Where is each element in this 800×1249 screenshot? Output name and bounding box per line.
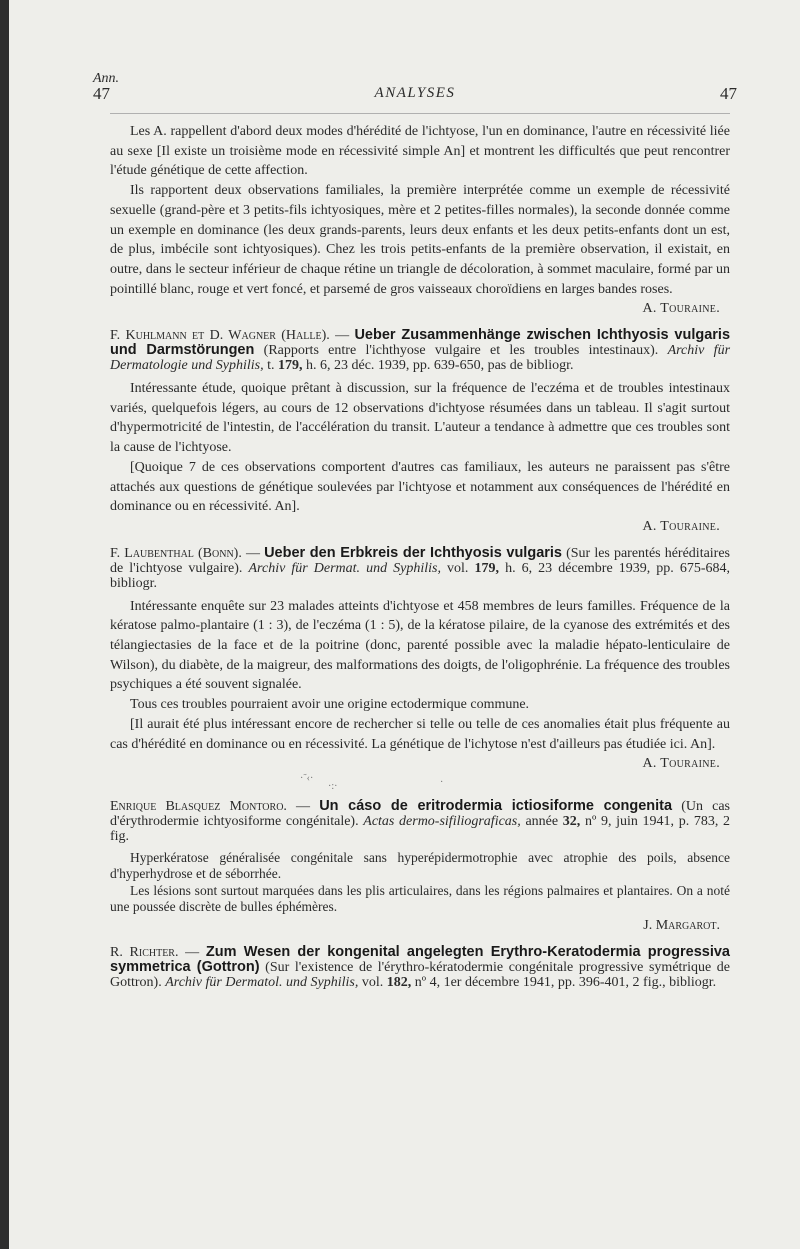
binding-edge: [0, 0, 9, 1249]
header-rule: [110, 113, 730, 114]
entry4-paragraph-2: Les lésions sont surtout marquées dans les plis articulaires, dans les régions palmaires et plantaires. On a noté une poussée discrète de bulles éphémères.: [110, 882, 730, 915]
entry5-rest: nº 4, 1er décembre 1941, pp. 396-401, 2 fig., bibliogr.: [414, 974, 717, 990]
entry3-volume: 179,: [474, 560, 499, 576]
running-head: ANALYSES: [374, 85, 456, 101]
entry4-volume: 32,: [562, 813, 581, 829]
annotation-label: Ann.: [93, 71, 120, 86]
entry2-rest: h. 6, 23 déc. 1939, pp. 639-650, pas de bibliogr.: [306, 358, 574, 374]
entry3-authors: F. Laubenthal (Bonn). —: [110, 545, 260, 561]
entry2-journal: Archiv für Dermatologie und Syphilis,: [110, 343, 731, 374]
review1-paragraph-2: Ils rapportent deux observations familiales, la première interprétée comme un exemple de récessivité sexuelle (grand-père et 3 petits-fils ichtyosiques, mère et 2 petites-filles normales), la seconde donnée comme un exemple en dominance (les deux grands-parents, leurs deux enfants et les deux petits-enfants dont un est, de plus, imbécile sont ichtyosiques). Chez les trois petits-enfants de la première observation, il existait, en outre, dans le secteur inférieur de chaque rétine un triangle de décoloration, à sommet maculaire, formé par un pointillé blanc, rouge et vert foncé, et parsemé de gros vaisseaux choroïdiens en larges bandes roses.: [110, 183, 730, 297]
entry5-translation: (Sur l'existence de l'érythro-kératodermie congénitale progressive symétrique de Gottron).: [110, 959, 731, 990]
entry4-signature: J. Margarot.: [643, 917, 720, 933]
entry3-paragraph-2: Tous ces troubles pourraient avoir une origine ectodermique commune.: [130, 697, 530, 713]
entry3-translation: (Sur les parentés héréditaires de l'ichtyose vulgaire).: [110, 545, 731, 576]
entry4-paragraph-1: Hyperkératose généralisée congénitale sans hyperépidermotrophie avec atrophie des poils, absence d'hyperhydrose et de séborrhée.: [110, 849, 730, 882]
entry2-tome: t.: [267, 358, 275, 374]
entry5-tome: vol.: [361, 974, 384, 990]
entry5-title: Zum Wesen der kongenital angelegten Erythro-Keratodermia progressiva symmetrica (Gottron): [110, 943, 731, 975]
entry2-paragraph-1: Intéressante étude, quoique prêtant à discussion, sur la fréquence de l'eczéma et de troubles intestinaux variés, quelquefois légers, au cours de 12 observations d'ichtyose résumées dans un tableau. Il s'agit surtout d'hypermotricité de l'intestin, de l'accélération du transit. L'auteur a tendance à admettre que ces troubles sont la cause de l'ichtyose.: [110, 381, 730, 456]
entry2-paragraph-2: [Quoique 7 de ces observations comportent d'autres cas familiaux, les auteurs ne paraissent pas s'être attachés aux questions de génétique soulevées par l'ichtyose et notamment aux conséquences de l'hérédité en dominance ou en récessivité. An].: [110, 459, 730, 515]
entry2-volume: 179,: [278, 358, 303, 374]
review1-paragraph-1: Les A. rappellent d'abord deux modes d'hérédité de l'ichtyose, l'un en dominance, l'autre en récessivité liée au sexe [Il existe un troisième mode en récessivité simple An] et montrent les difficultés que peut rencontrer l'étude génétique de cette affection.: [110, 124, 730, 179]
page-number-left: 47: [93, 84, 110, 103]
entry5-volume: 182,: [386, 974, 412, 990]
entry4-translation: (Un cas d'érythrodermie ichtyosiforme congénitale).: [110, 798, 730, 829]
entry2-signature: A. Touraine.: [642, 518, 720, 534]
entry3-title: Ueber den Erbkreis der Ichthyosis vulgaris: [264, 544, 562, 561]
entry3-citation: [110, 546, 730, 591]
entry3-paragraph-3: [Il aurait été plus intéressant encore de rechercher si telle ou telle de ces anomalies était plus fréquente au cas d'hérédité en dominance ou en récessivité. La génétique de l'ichytose n'est d'ailleurs pas étudiée ici. An].: [110, 716, 730, 752]
print-specks: ·˜‹· ·:· ·: [300, 772, 444, 792]
entry4-title: Un cáso de eritrodermia ictiosiforme congenita: [319, 797, 673, 814]
entry2-title: Ueber Zusammenhänge zwischen Ichthyosis vulgaris und Darmstörungen: [110, 327, 731, 359]
entry5-citation: [110, 945, 730, 990]
entry2-authors: F. Kuhlmann et D. Wagner (Halle). —: [110, 328, 350, 344]
entry4-tome: année: [525, 813, 559, 829]
entry2-translation: (Rapports entre l'ichthyose vulgaire et les troubles intestinaux).: [263, 343, 659, 359]
body-text: [110, 122, 730, 996]
entry2-citation: [110, 328, 730, 373]
entry3-journal: Archiv für Dermat. und Syphilis,: [248, 560, 441, 576]
entry3-rest: h. 6, 23 décembre 1939, pp. 675-684, bibliogr.: [110, 560, 730, 591]
entry5-journal: Archiv für Dermatol. und Syphilis,: [165, 974, 359, 990]
entry4-journal: Actas dermo-sifiliograficas,: [363, 813, 521, 829]
entry4-rest: nº 9, juin 1941, p. 783, 2 fig.: [110, 813, 731, 844]
page-number-right: 47: [720, 84, 737, 103]
entry4-authors: Enrique Blasquez Montoro. —: [110, 798, 311, 814]
review1-signature: A. Touraine.: [642, 301, 720, 317]
entry4-citation: [110, 799, 730, 844]
entry3-signature: A. Touraine.: [642, 756, 720, 772]
entry5-authors: R. Richter. —: [110, 944, 200, 960]
entry3-tome: vol.: [447, 560, 469, 576]
entry3-paragraph-1: Intéressante enquête sur 23 malades atteints d'ichtyose et 458 membres de leurs familles. Fréquence de la kératose palmo-plantaire (1 : 3), de l'eczéma (1 : 5), de la kératose pilaire, de la cyanose des extrémités et des télangiectasies de la face et de la poitrine (donc, parenté possible avec la maladie hépato-lenticulaire de Wilson), du diabète, de la maigreur, des malformations des doigts, de l'oligophrénie. La fréquence des troubles psychiques a été souvent signalée.: [110, 598, 730, 693]
page-header: [93, 84, 737, 106]
